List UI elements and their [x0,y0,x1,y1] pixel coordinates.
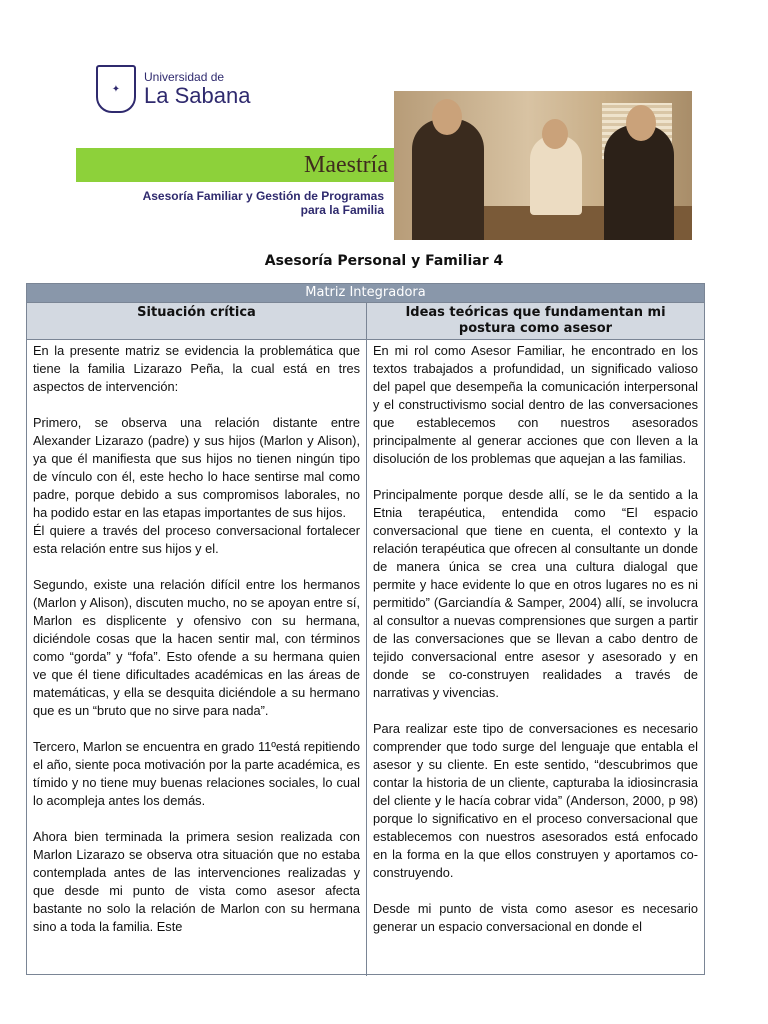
column-header-situation: Situación crítica [27,303,367,339]
matrix-table [26,283,705,975]
column-headers [27,302,704,340]
situation-paragraph: Ahora bien terminada la primera sesion realizada con Marlon Lizarazo se observa otra situación que no estaba contemplada antes de las intervenciones realizadas y que desde mi punto de vista como asesor afecta bastante no solo la relación de Marlon con su hermana sino a toda la familia. Este [33,829,360,934]
program-subtitle [118,189,384,217]
header-photo [394,91,692,240]
theory-paragraph: En mi rol como Asesor Familiar, he encontrado en los textos trabajados a profundidad, un significado valioso del papel que desempeña la comunicación interpersonal y el constructivismo social dentro de las conversaciones que establecemos con nuestros asesorados principalmente al generar acciones que con lleven a la disolución de los problemas que aquejan a las familias. [373,343,698,466]
situation-paragraph: Tercero, Marlon se encuentra en grado 11ºestá repitiendo el año, siente poca motivación por la parte académica, es tímido y no tiene muy buenas relaciones sociales, lo cual lo acompleja antes los demás. [33,739,360,808]
theory-column [367,340,704,976]
theory-paragraph: Desde mi punto de vista como asesor es necesario generar un espacio conversacional en donde el [373,901,698,934]
situation-paragraph: Él quiere a través del proceso conversacional fortalecer esta relación entre sus hijos y el. [33,523,360,556]
situation-paragraph: Primero, se observa una relación distante entre Alexander Lizarazo (padre) y sus hijos (Marlon y Alison), ya que él manifiesta que sus hijos no tienen ningún tipo de vínculo con él, este hecho lo hace sentirse mal como padre, porque debido a sus compromisos laborales, no ha podido estar en las etapas importantes de sus hijos. [33,415,360,520]
situation-column [27,340,367,976]
shield-icon: ✦ [96,65,136,113]
photo-person-left [412,119,484,240]
program-subtitle-line-2: para la Familia [300,203,384,217]
photo-person-right [604,125,674,240]
program-title: Maestría [304,152,388,178]
header-banner [76,55,692,240]
logo-line-1: Universidad de [144,69,225,84]
theory-paragraph: Principalmente porque desde allí, se le da sentido a la Etnia terapéutica, entendida como “El espacio conversacional que tiene en cuenta, el contexto y la relación terapéutica que ofrecen al consultante un donde de manera única se crea una cultura dialogal que permite y hace evidente lo que en otros lugares no es ni permitido” (Garciandía & Samper, 2004) allí, se involucra al consultor a nuevas comprensiones que surgen a partir de las conversaciones que se llevan a cabo dentro de tejido conversacional entre asesor y asesorado y en donde se co-construyen realidades a través de narrativas y vivencias. [373,487,698,700]
photo-head-left [432,99,462,135]
column-header-theory: Ideas teóricas que fundamentan mi postura como asesor [405,305,666,336]
situation-paragraph: Segundo, existe una relación difícil entre los hermanos (Marlon y Alison), discuten mucho, no se apoyan entre sí, Marlon es displicente y ofensivo con su hermana, diciéndole cosas que la hacen sentir mal, con términos como “gorda” y “fofa”. Esto ofende a su hermana quien ve que él tiene dificultades académicas en las áreas de matemáticas, y ella se desquita diciéndole a su hermano que es un “bruto que no sirve para nada”. [33,577,360,718]
situation-paragraph: En la presente matriz se evidencia la problemática que tiene la familia Lizarazo Peña, la cual está en tres aspectos de intervención: [33,343,360,394]
matrix-body [27,340,704,976]
logo-line-2: La Sabana [144,82,251,108]
theory-paragraph: Para realizar este tipo de conversaciones es necesario comprender que todo surge del lenguaje que entabla el asesor y su cliente. En este sentido, “descubrimos que contar la historia de un cliente, capturaba la idiosincrasia del cliente y le hacía cobrar vida” (Anderson, 2000, p 98) porque lo significativo en el proceso conversacional que establecemos con nuestros asesorados está enfocado en la forma en la que ellos construyen y aportamos co-construyendo. [373,721,698,880]
photo-head-center [542,119,568,149]
matrix-title: Matriz Integradora [27,284,704,302]
university-logo [96,65,250,113]
document-title: Asesoría Personal y Familiar 4 [264,253,504,269]
program-subtitle-line-1: Asesoría Familiar y Gestión de Programas [142,189,384,203]
program-title-bar [76,148,394,182]
photo-head-right [626,105,656,141]
